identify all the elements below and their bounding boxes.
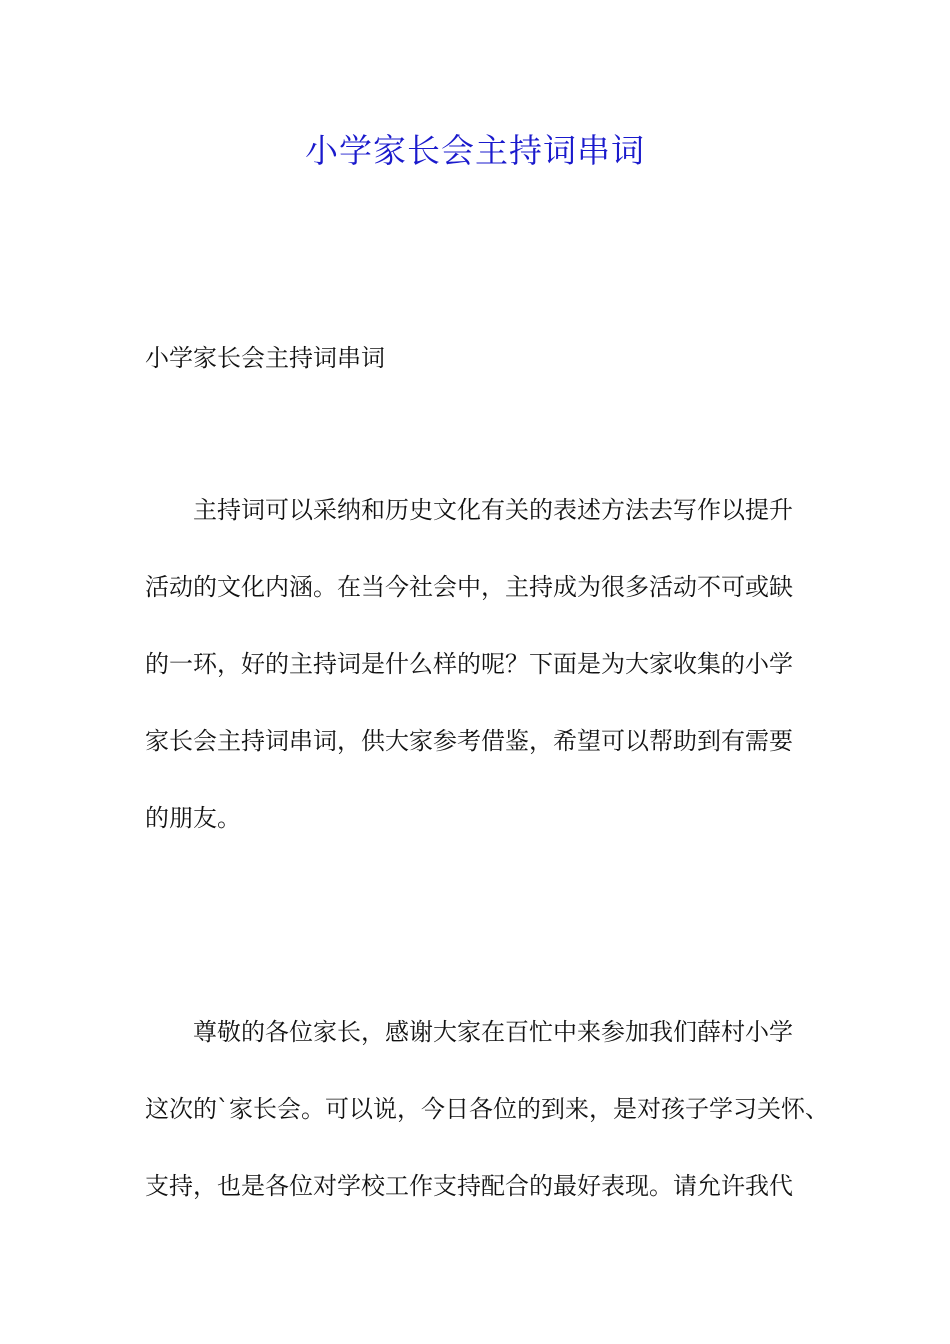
paragraph-speech <box>145 1014 829 1245</box>
paragraph-line: 支持，也是各位对学校工作支持配合的最好表现。请允许我代 <box>145 1172 793 1200</box>
paragraph-intro <box>145 492 810 877</box>
paragraph-line: 家长会主持词串词，供大家参考借鉴，希望可以帮助到有需要 <box>145 727 793 755</box>
document-title: 小学家长会主持词串词 <box>305 131 645 170</box>
paragraph-line: 的朋友。 <box>145 804 241 832</box>
paragraph-line: 的一环，好的主持词是什么样的呢？下面是为大家收集的小学 <box>145 650 793 678</box>
document-subtitle: 小学家长会主持词串词 <box>145 344 385 372</box>
paragraph-line: 尊敬的各位家长，感谢大家在百忙中来参加我们薛村小学 <box>193 1018 793 1046</box>
paragraph-line: 这次的`家长会。可以说，今日各位的到来，是对孩子学习关怀、 <box>145 1095 829 1123</box>
paragraph-line: 主持词可以采纳和历史文化有关的表述方法去写作以提升 <box>193 496 793 524</box>
paragraph-line: 活动的文化内涵。在当今社会中，主持成为很多活动不可或缺 <box>145 573 793 601</box>
